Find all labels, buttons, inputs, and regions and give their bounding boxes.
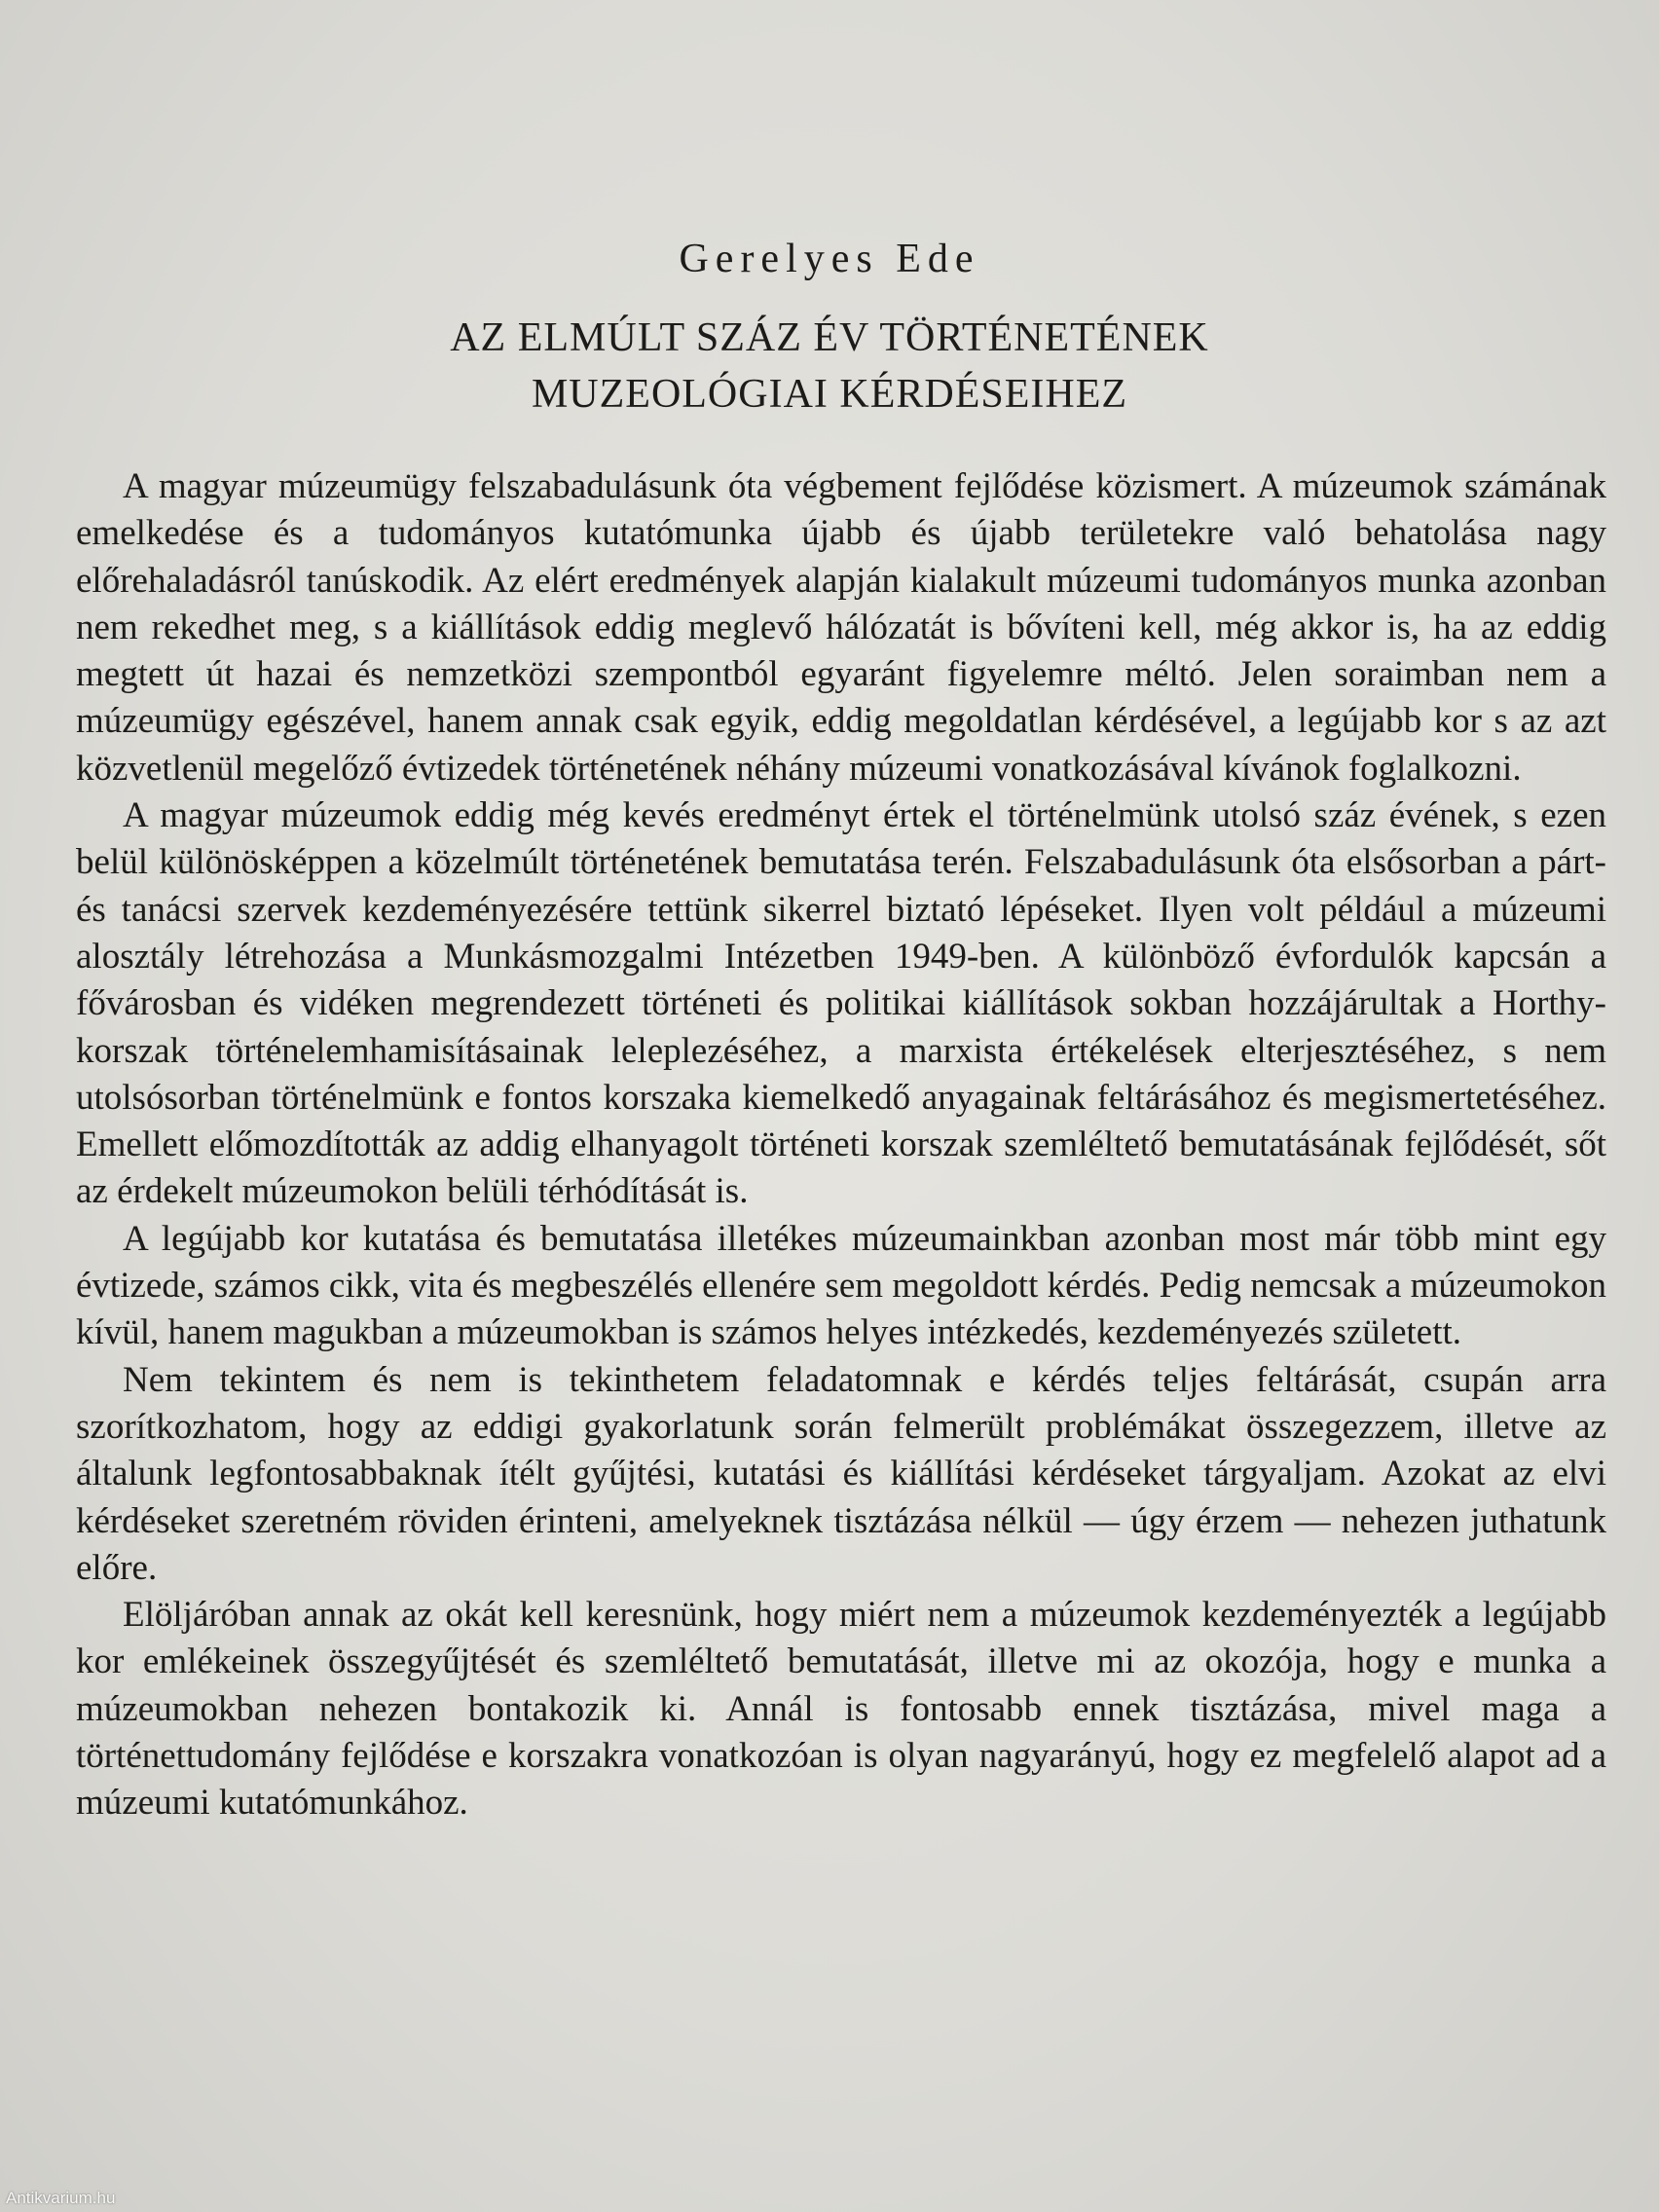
paragraph: A legújabb kor kutatása és bemutatása illetékes múzeumainkban azonban most már több mint egy évtizede, számos cikk, vita és megbeszélés ellenére sem megoldott kérdés. Pedig nemcsak a múzeumokon kívül, hanem magukban a múzeumokban is számos helyes intézkedés, kezdeményezés született. bbox=[76, 1218, 1606, 1353]
watermark: Antikvarium.hu bbox=[6, 2189, 116, 2207]
paragraph: A magyar múzeumügy felszabadulásunk óta végbement fejlődése közismert. A múzeumok számának emelkedése és a tudományos kutatómunka újabb és újabb területekre való behatolása nagy előrehaladásról tanúskodik. Az elért eredmények alapján kialakult múzeumi tudományos munka azonban nem rekedhet meg, s a kiállítások eddig meglevő hálózatát is bővíteni kell, még akkor is, ha az eddig megtett út hazai és nemzetközi szempontból egyaránt figyelemre méltó. Jelen soraimban nem a múzeumügy egészével, hanem annak csak egyik, eddig megoldatlan kérdésével, a legújabb kor s az azt közvetlenül megelőző évtizedek történetének néhány múzeumi vonatkozásával kívánok foglalkozni. bbox=[76, 466, 1606, 789]
title-line-2: MUZEOLÓGIAI KÉRDÉSEIHEZ bbox=[531, 372, 1128, 417]
paragraph: Nem tekintem és nem is tekinthetem feladatomnak e kérdés teljes feltárását, csupán arra szorítkozhatom, hogy az eddigi gyakorlatunk során felmerült problémákat összegezzem, illetve az általunk legfontosabbaknak ítélt gyűjtési, kutatási és kiállítási kérdéseket tárgyaljam. Azokat az elvi kérdéseket szeretném röviden érinteni, amelyeknek tisztázása nélkül — úgy érzem — nehezen juthatunk előre. bbox=[76, 1359, 1606, 1588]
paragraph: Elöljáróban annak az okát kell keresnünk, hogy miért nem a múzeumok kezdeményezték a legújabb kor emlékeinek összegyűjtését és szemléltető bemutatását, illetve mi az okozója, hogy e munka a múzeumokban nehezen bontakozik ki. Annál is fontosabb ennek tisztázása, mivel maga a történettudomány fejlődése e korszakra vonatkozóan is olyan nagyarányú, hogy ez megfelelő alapot ad a múzeumi kutatómunkához. bbox=[76, 1595, 1606, 1824]
paragraph: A magyar múzeumok eddig még kevés eredményt értek el történelmünk utolsó száz évének, s ezen belül különösképpen a közelmúlt történetének bemutatása terén. Felszabadulásunk óta elsősorban a párt- és tanácsi szervek kezdeményezésére tettünk sikerrel biztató lépéseket. Ilyen volt például a múzeumi alosztály létrehozása a Munkásmozgalmi Intézetben 1949-ben. A különböző évfordulók kapcsán a fővárosban és vidéken megrendezett történeti és politikai kiállítások sokban hozzájárultak a Horthy-korszak történelemhamisításainak leleplezéséhez, a marxista értékelések elterjesztéséhez, s nem utolsósorban történelmünk e fontos korszaka kiemelkedő anyagainak feltárásához és megismertetéséhez. Emellett előmozdították az addig elhanyagolt történeti korszak szemléltető bemutatásának fejlődését, sőt az érdekelt múzeumokon belüli térhódítását is. bbox=[76, 795, 1606, 1212]
article-body bbox=[76, 463, 1606, 1827]
article-title bbox=[0, 310, 1659, 423]
author-name: Gerelyes Ede bbox=[679, 237, 980, 281]
title-line-1: AZ ELMÚLT SZÁZ ÉV TÖRTÉNETÉNEK bbox=[450, 315, 1209, 360]
